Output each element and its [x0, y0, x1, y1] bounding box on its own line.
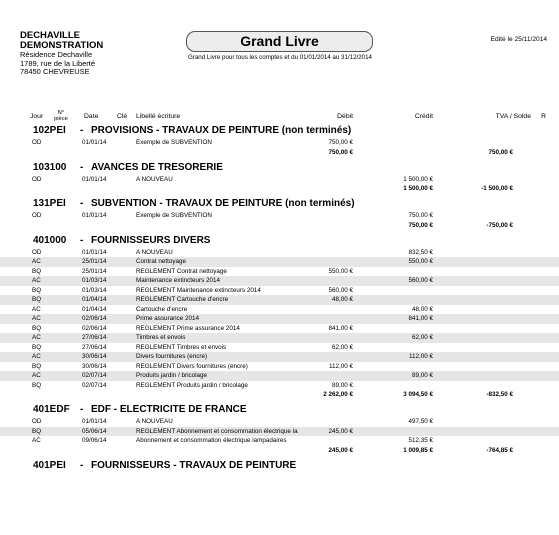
row-journal: AC — [32, 372, 41, 379]
account-dash: - — [80, 161, 84, 173]
row-credit: 512,35 € — [408, 437, 433, 444]
row-credit: 832,50 € — [408, 248, 433, 256]
row-label: REGLEMENT Prime assurance 2014 — [136, 324, 240, 332]
row-date: 01/04/14 — [82, 305, 107, 313]
row-label: Prime assurance 2014 — [136, 315, 200, 322]
row-journal: OD — [32, 212, 42, 219]
row-debit: 245,00 € — [328, 427, 353, 435]
col-credit: Crédit — [414, 113, 433, 120]
row-journal: AC — [32, 334, 41, 341]
row-date: 02/07/14 — [82, 381, 107, 389]
row-date: 01/03/14 — [82, 286, 107, 294]
row-date: 01/01/14 — [82, 175, 107, 183]
col-cle: Clé — [117, 113, 128, 120]
total-credit: 1 009,85 € — [403, 446, 433, 454]
account-code: 103100 — [33, 161, 67, 173]
row-credit: 112,00 € — [408, 353, 433, 360]
row-label: Maintenance extincteurs 2014 — [136, 277, 221, 284]
row-credit: 62,00 € — [411, 334, 433, 341]
total-solde: -832,50 € — [486, 391, 513, 398]
company-address-line1: Résidence Dechaville — [20, 50, 93, 59]
account-header — [0, 234, 559, 248]
row-credit: 89,00 € — [411, 372, 433, 379]
ledger-body — [0, 124, 559, 473]
row-journal: AC — [32, 305, 41, 313]
col-debit: Débit — [337, 113, 353, 120]
row-label: Exemple de SUBVENTION — [136, 139, 212, 146]
row-label: Timbres et envois — [136, 334, 186, 341]
ledger-row — [0, 436, 559, 446]
row-debit: 62,00 € — [331, 343, 353, 351]
account-code: 401EDF — [33, 404, 70, 415]
row-credit: 1 500,00 € — [403, 175, 433, 183]
row-journal: AC — [32, 258, 41, 265]
row-label: REGLEMENT Timbres et envois — [136, 343, 227, 351]
row-label: REGLEMENT Produits jardin / bricolage — [136, 381, 248, 389]
total-debit: 245,00 € — [328, 446, 353, 454]
company-address-line2: 1789, rue de la Liberté — [20, 58, 96, 68]
row-credit: 48,00 € — [411, 305, 433, 313]
row-label: REGLEMENT Maintenance extincteurs 2014 — [136, 286, 261, 294]
row-journal: OD — [32, 248, 42, 256]
ledger-row — [0, 248, 559, 258]
row-journal: AC — [32, 277, 41, 284]
account-label: AVANCES DE TRESORERIE — [91, 161, 223, 173]
account-total-row — [0, 148, 559, 158]
ledger-row — [0, 362, 559, 372]
col-date: Date — [84, 113, 99, 120]
account-dash: - — [80, 459, 84, 471]
row-journal: AC — [32, 437, 41, 444]
row-date: 02/06/14 — [82, 315, 107, 322]
ledger-row — [0, 343, 559, 353]
account-total-row — [0, 390, 559, 400]
row-journal: AC — [32, 315, 41, 322]
col-piece — [54, 110, 68, 122]
row-date: 30/06/14 — [82, 362, 107, 370]
row-journal: BQ — [32, 343, 42, 351]
col-jour: Jour — [30, 113, 44, 120]
row-date: 01/03/14 — [82, 277, 107, 284]
account-header — [0, 459, 559, 473]
row-journal: OD — [32, 139, 42, 146]
row-debit: 560,00 € — [328, 286, 353, 294]
account-code: 401000 — [33, 234, 67, 246]
account-total-row — [0, 184, 559, 194]
row-date: 09/06/14 — [82, 437, 107, 444]
row-journal: BQ — [32, 381, 42, 389]
report-subtitle: Grand Livre pour tous les comptes et du 01/01/2014 au 31/12/2014 — [187, 54, 373, 61]
company-block — [20, 31, 103, 77]
row-journal: OD — [32, 175, 42, 183]
row-label: A NOUVEAU — [136, 175, 173, 183]
total-credit: 750,00 € — [408, 221, 433, 229]
report-title: Grand Livre — [186, 31, 373, 52]
total-credit: 3 094,50 € — [403, 391, 433, 398]
account-total-row — [0, 221, 559, 231]
account-header — [0, 403, 559, 417]
row-label: Produits jardin / bricolage — [136, 372, 208, 379]
col-solde: TVA / Solde — [495, 113, 531, 120]
row-date: 01/01/14 — [82, 212, 107, 219]
col-piece-line2: pièce — [54, 116, 68, 122]
account-code: 131PEI — [33, 198, 66, 209]
row-label: REGLEMENT Cartouche d'encre — [136, 296, 229, 303]
row-date: 25/01/14 — [82, 258, 107, 265]
col-piece-line1: N° — [57, 110, 65, 116]
account-dash: - — [80, 234, 84, 246]
account-dash: - — [80, 125, 84, 136]
row-label: A NOUVEAU — [136, 418, 173, 425]
account-code: 401PEI — [33, 459, 66, 471]
row-date: 27/06/14 — [82, 343, 107, 351]
row-label: REGLEMENT Abonnement et consommation électrique la — [136, 427, 298, 435]
row-date: 01/01/14 — [82, 248, 107, 256]
company-name-line2: DEMONSTRATION — [20, 40, 104, 51]
row-credit: 841,00 € — [408, 315, 433, 322]
col-libelle: Libellé écriture — [136, 113, 181, 120]
ledger-row — [0, 324, 559, 334]
ledger-row — [0, 314, 559, 324]
row-journal: AC — [32, 353, 41, 360]
account-code: 102PEI — [33, 125, 66, 136]
row-label: Exemple de SUBVENTION — [136, 212, 212, 219]
ledger-row — [0, 257, 559, 267]
row-journal: BQ — [32, 286, 42, 294]
row-date: 05/06/14 — [82, 427, 107, 435]
ledger-row — [0, 371, 559, 381]
account-header — [0, 124, 559, 138]
ledger-row — [0, 138, 559, 148]
row-credit: 550,00 € — [408, 258, 433, 265]
row-date: 01/01/14 — [82, 418, 107, 425]
account-header — [0, 197, 559, 211]
row-date: 30/06/14 — [82, 353, 107, 360]
col-r: R — [541, 113, 546, 120]
row-label: Cartouche d'encre — [136, 305, 188, 313]
row-journal: OD — [32, 418, 42, 425]
row-journal: BQ — [32, 362, 42, 370]
ledger-row — [0, 381, 559, 391]
ledger-row — [0, 352, 559, 362]
row-label: REGLEMENT Contrat nettoyage — [136, 267, 227, 275]
row-date: 02/07/14 — [82, 372, 107, 379]
row-credit: 497,50 € — [408, 418, 433, 425]
row-journal: BQ — [32, 427, 42, 435]
account-label: FOURNISSEURS - TRAVAUX DE PEINTURE — [91, 459, 297, 471]
row-date: 27/06/14 — [82, 334, 107, 341]
row-debit: 89,00 € — [331, 381, 353, 389]
company-name-line1: DECHAVILLE — [20, 30, 80, 41]
ledger-row — [0, 305, 559, 315]
total-debit: 750,00 € — [328, 148, 353, 156]
total-solde: -1 500,00 € — [481, 185, 513, 192]
row-debit: 112,00 € — [328, 362, 353, 370]
ledger-row — [0, 417, 559, 427]
row-date: 25/01/14 — [82, 267, 107, 275]
account-label: PROVISIONS - TRAVAUX DE PEINTURE (non terminés) — [91, 125, 352, 136]
ledger-row — [0, 175, 559, 185]
ledger-row — [0, 276, 559, 286]
edit-date: Edité le 25/11/2014 — [490, 36, 547, 43]
account-dash: - — [80, 198, 84, 209]
row-date: 01/04/14 — [82, 296, 107, 303]
row-credit: 560,00 € — [408, 277, 433, 284]
account-label: EDF - ELECTRICITE DE FRANCE — [91, 404, 247, 415]
total-solde: -750,00 € — [486, 221, 513, 229]
row-debit: 750,00 € — [328, 139, 353, 146]
total-solde: 750,00 € — [488, 148, 513, 156]
account-dash: - — [80, 404, 84, 415]
account-header — [0, 161, 559, 175]
row-journal: BQ — [32, 267, 42, 275]
row-date: 02/06/14 — [82, 324, 107, 332]
total-debit: 2 262,00 € — [323, 391, 353, 398]
company-address-line3: 78450 CHEVREUSE — [20, 67, 90, 76]
row-journal: BQ — [32, 296, 42, 303]
row-debit: 48,00 € — [331, 296, 353, 303]
row-label: A NOUVEAU — [136, 248, 173, 256]
ledger-row — [0, 211, 559, 221]
row-label: Contrat nettoyage — [136, 258, 187, 265]
account-label: SUBVENTION - TRAVAUX DE PEINTURE (non terminés) — [91, 198, 355, 209]
total-credit: 1 500,00 € — [403, 185, 433, 192]
account-label: FOURNISSEURS DIVERS — [91, 234, 211, 246]
row-journal: BQ — [32, 324, 42, 332]
ledger-row — [0, 286, 559, 296]
row-credit: 750,00 € — [408, 212, 433, 219]
row-label: Divers fournitures (encre) — [136, 353, 208, 360]
ledger-row — [0, 427, 559, 437]
row-label: REGLEMENT Divers fournitures (encre) — [136, 362, 248, 370]
row-debit: 841,00 € — [328, 324, 353, 332]
row-debit: 550,00 € — [328, 267, 353, 275]
row-label: Abonnement et consommation électrique lampadaires — [136, 437, 287, 444]
ledger-row — [0, 295, 559, 305]
total-solde: -764,85 € — [486, 446, 513, 454]
ledger-row — [0, 333, 559, 343]
ledger-row — [0, 267, 559, 277]
row-date: 01/01/14 — [82, 139, 107, 146]
account-total-row — [0, 446, 559, 456]
